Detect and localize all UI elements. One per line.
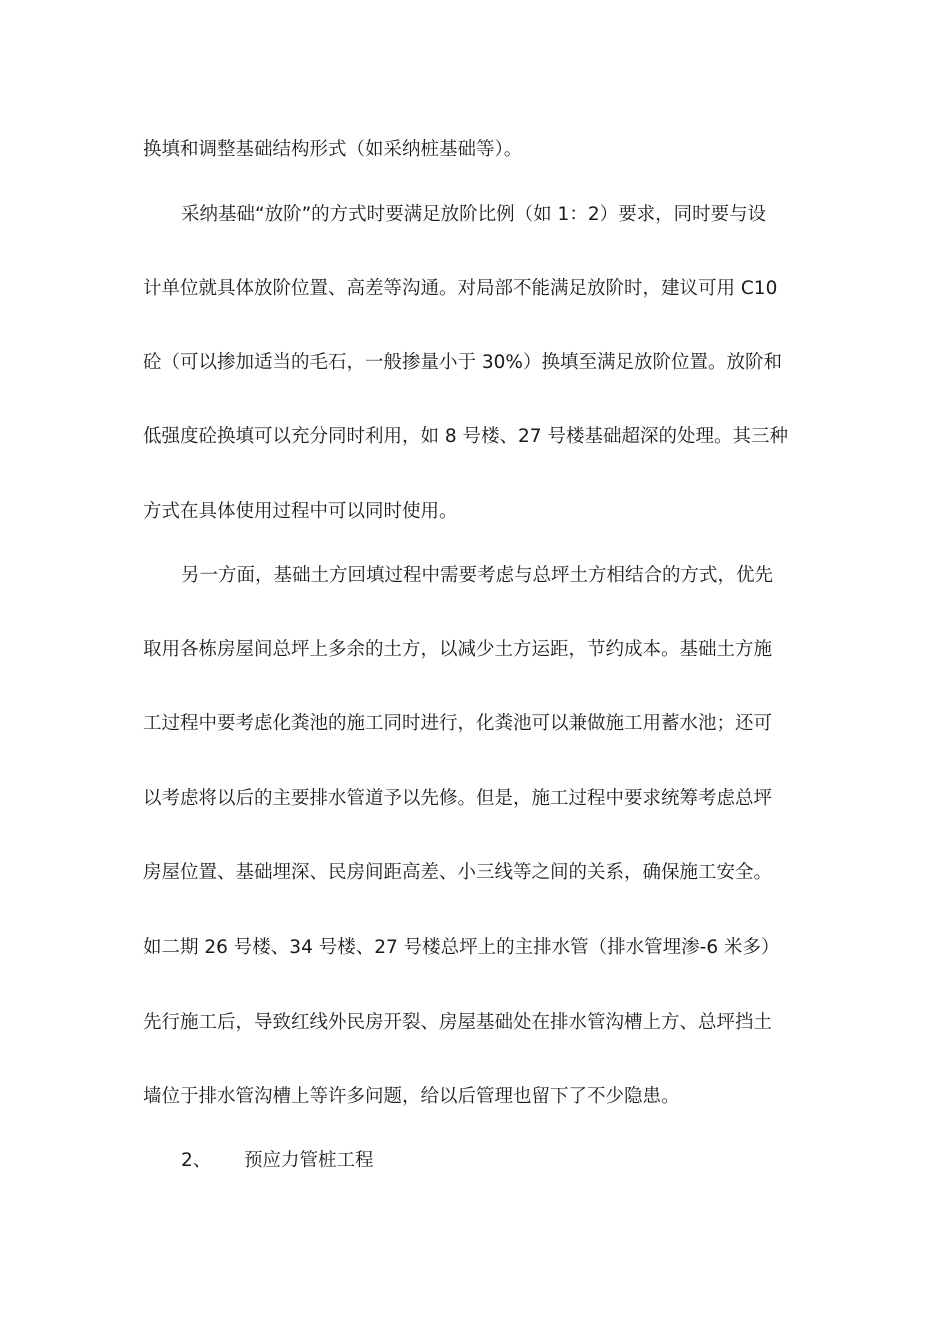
text-line-6: 方式在具体使用过程中可以同时使用。 (143, 501, 458, 522)
text-line-5: 低强度砼换填可以充分同时利用，如 8 号楼、27 号楼基础超深的处理。其三种 (143, 426, 788, 447)
text-line-12: 如二期 26 号楼、34 号楼、27 号楼总坪上的主排水管（排水管埋渗-6 米多） (143, 937, 780, 958)
section-title: 预应力管桩工程 (244, 1150, 374, 1171)
text-line-14: 墙位于排水管沟槽上等许多问题，给以后管理也留下了不少隐患。 (143, 1086, 680, 1107)
text-line-4: 砼（可以掺加适当的毛石，一般掺量小于 30%）换填至满足放阶位置。放阶和 (143, 352, 783, 373)
paragraph-line-2: 采纳基础“放阶”的方式时要满足放阶比例（如 1：2）要求，同时要与设 (181, 204, 767, 225)
text-line-3: 计单位就具体放阶位置、高差等沟通。对局部不能满足放阶时，建议可用 C10 (143, 278, 778, 299)
text-line-13: 先行施工后，导致红线外民房开裂、房屋基础处在排水管沟槽上方、总坪挡土 (143, 1012, 773, 1033)
paragraph-line-7: 另一方面，基础土方回填过程中需要考虑与总坪土方相结合的方式，优先 (181, 565, 774, 586)
text-line-8: 取用各栋房屋间总坪上多余的土方，以减少土方运距，节约成本。基础土方施 (143, 639, 773, 660)
section-number: 2、 (181, 1150, 212, 1171)
text-line-10: 以考虑将以后的主要排水管道予以先修。但是，施工过程中要求统筹考虑总坪 (143, 788, 773, 809)
text-line-11: 房屋位置、基础埋深、民房间距高差、小三线等之间的关系，确保施工安全。 (143, 862, 773, 883)
text-line-9: 工过程中要考虑化粪池的施工同时进行，化粪池可以兼做施工用蓄水池；还可 (143, 713, 773, 734)
text-line-1: 换填和调整基础结构形式（如采纳桩基础等）。 (143, 139, 523, 160)
